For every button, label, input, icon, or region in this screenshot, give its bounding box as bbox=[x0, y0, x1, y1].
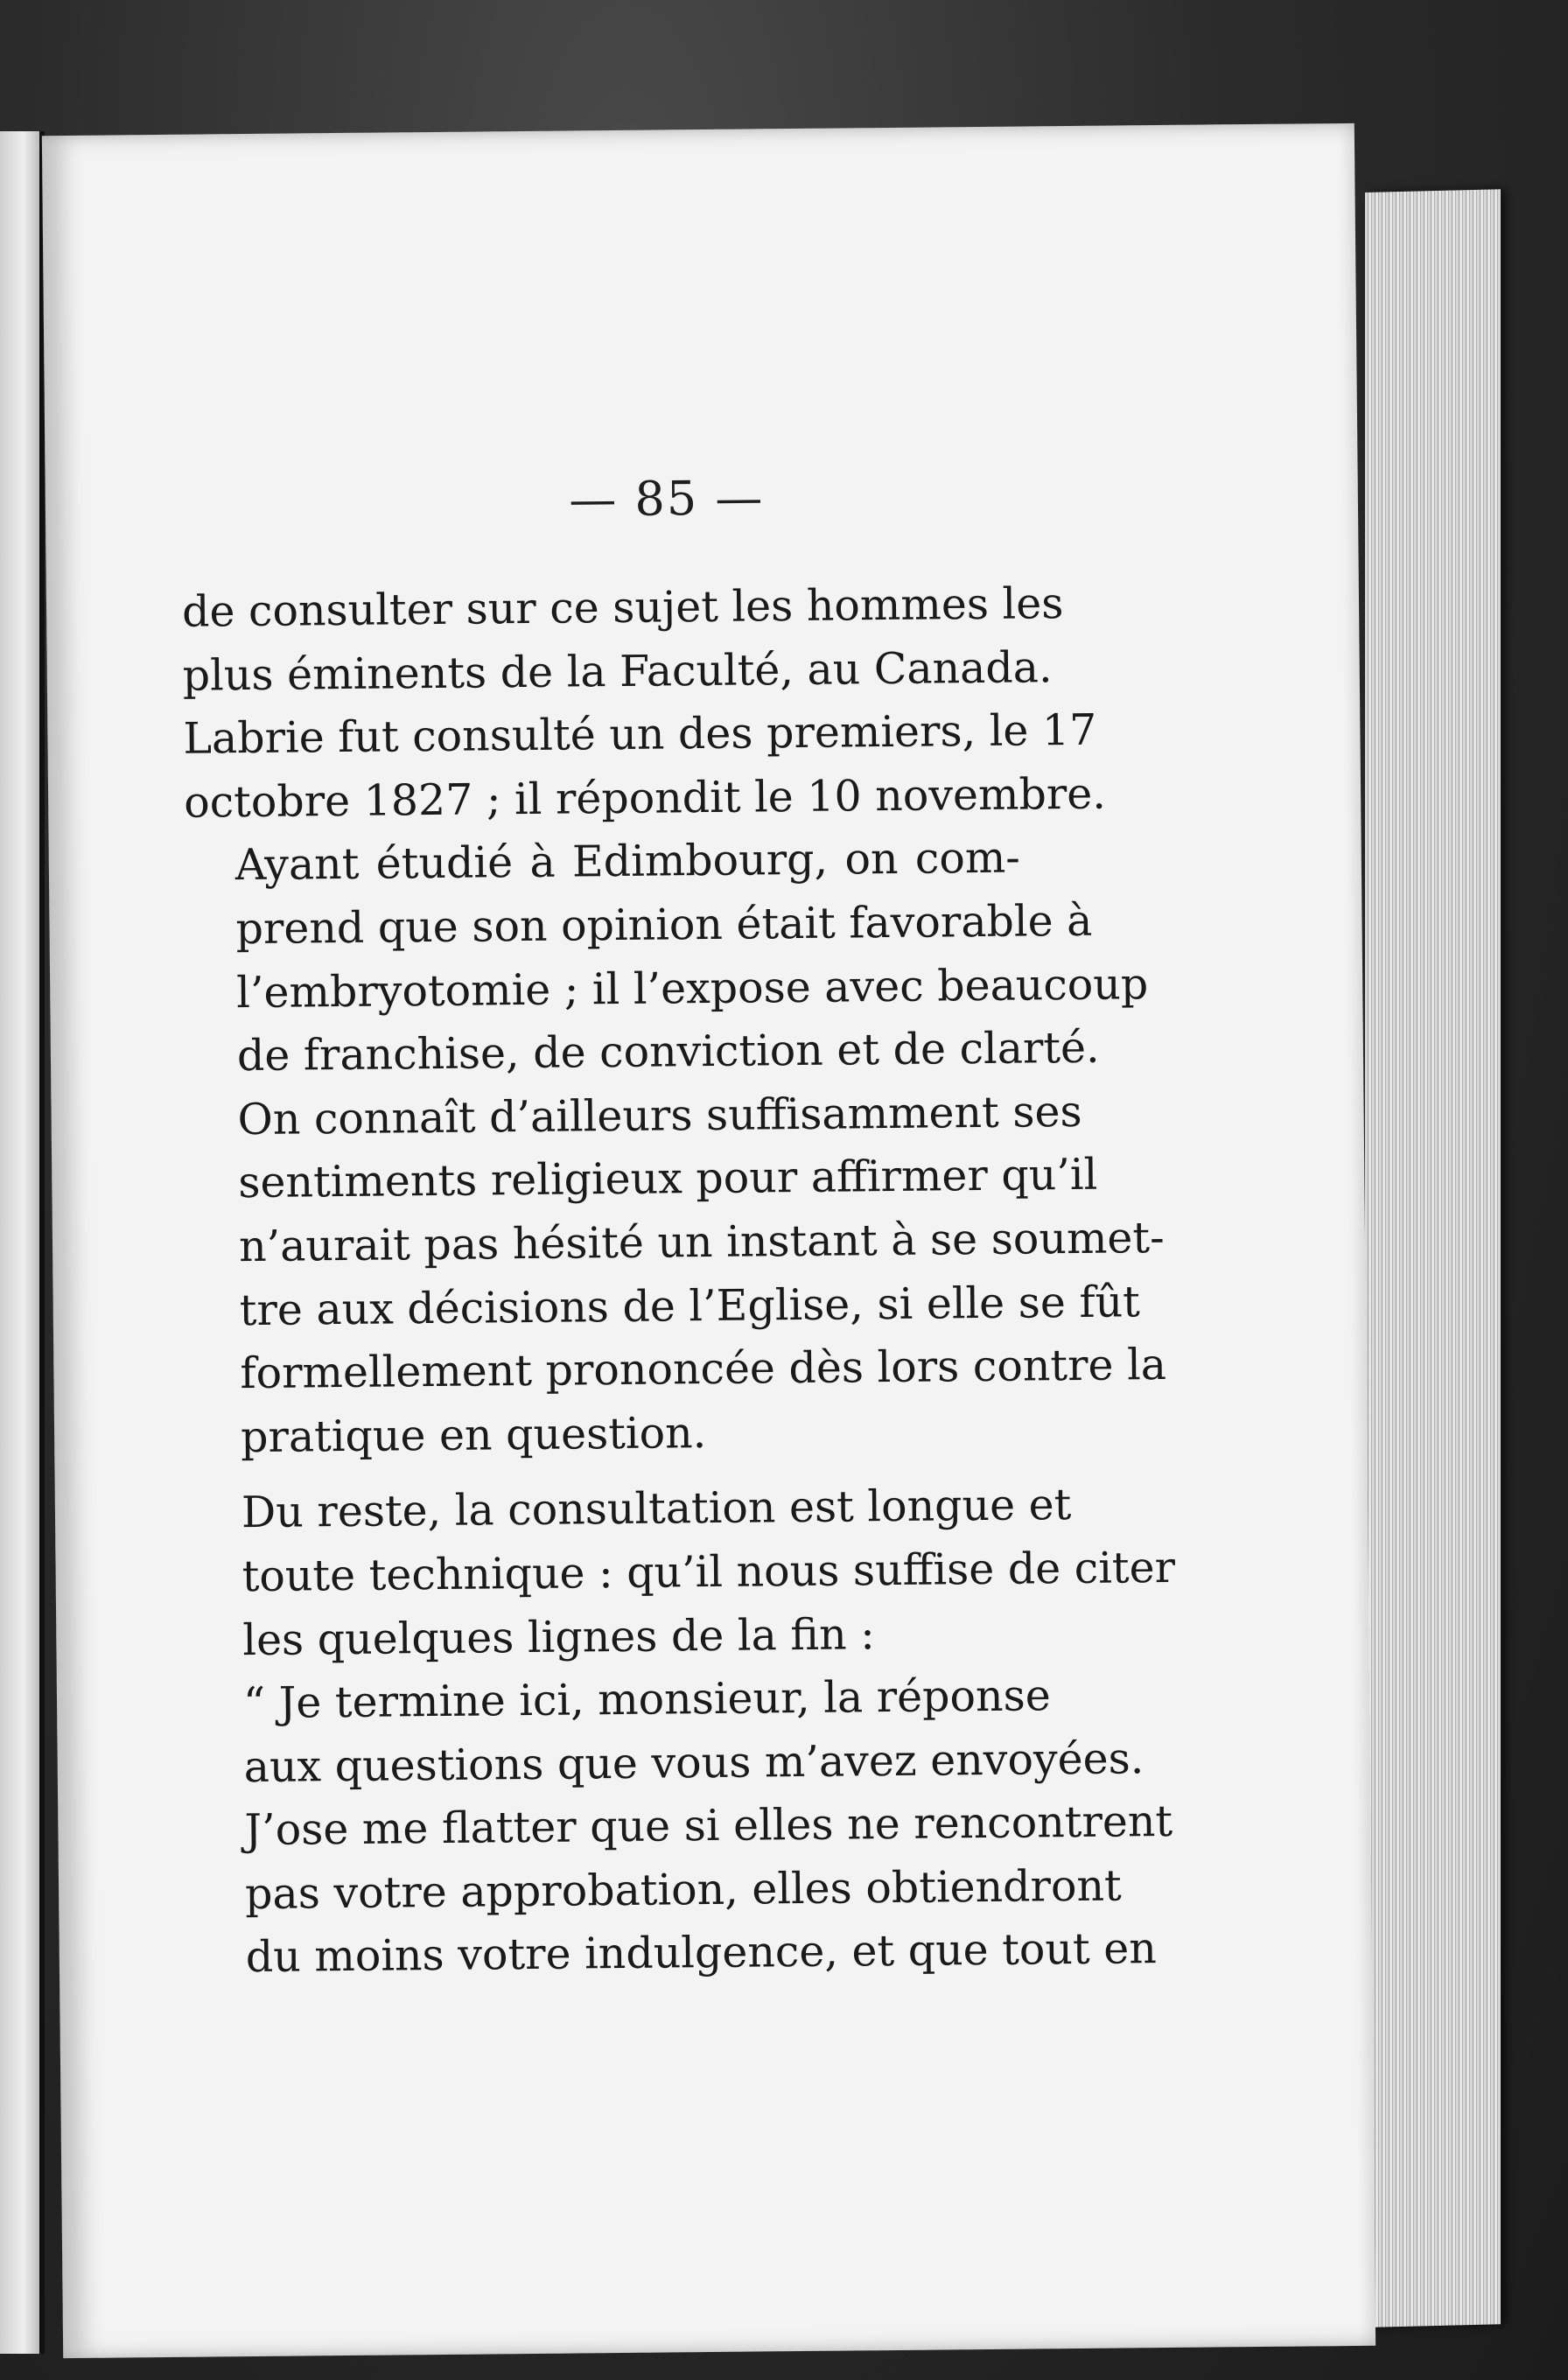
text-line: aux questions que vous m’avez envoyées. bbox=[243, 1732, 1144, 1792]
text-line: octobre 1827 ; il répondit le 10 novembre. bbox=[183, 768, 1107, 828]
text-line: les quelques lignes de la fin : bbox=[242, 1608, 875, 1665]
paragraph-4 bbox=[192, 1665, 1173, 1991]
text-line: Du reste, la consultation est longue et bbox=[241, 1480, 1072, 1538]
book-page bbox=[42, 123, 1376, 2358]
text-line: “ Je termine ici, monsieur, la réponse bbox=[242, 1670, 1051, 1729]
paragraph-3 bbox=[191, 1474, 1176, 1673]
page-stack-edges bbox=[1365, 189, 1501, 2328]
text-line: prend que son opinion était favorable à bbox=[235, 895, 1093, 955]
text-line: pas votre approbation, elles obtiendront bbox=[244, 1860, 1122, 1919]
body-text bbox=[181, 573, 1176, 1991]
text-line: pratique en question. bbox=[240, 1407, 707, 1462]
text-line: de consulter sur ce sujet les hommes les bbox=[181, 578, 1064, 637]
text-line: Labrie fut consulté un des premiers, le 17 bbox=[183, 704, 1097, 764]
text-line: On connaît d’ailleurs suffisamment ses bbox=[237, 1086, 1082, 1144]
text-line: formellement prononcée dès lors contre la bbox=[240, 1340, 1167, 1399]
text-line: tre aux décisions de l’Eglise, si elle se fût bbox=[239, 1276, 1141, 1335]
page-number: — 85 — bbox=[569, 470, 765, 528]
paragraph-2 bbox=[185, 827, 1167, 1470]
text-line: l’embryotomie ; il l’expose avec beaucoup bbox=[235, 958, 1149, 1018]
text-line: toute technique : qu’il nous suffise de citer bbox=[242, 1542, 1176, 1602]
text-line: du moins votre indulgence, et que tout en bbox=[245, 1923, 1158, 1983]
text-line: plus éminents de la Faculté, au Canada. bbox=[182, 641, 1053, 701]
text-line: Ayant étudié à Edimbourg, on com- bbox=[234, 832, 1021, 891]
text-line: J’ose me flatter que si elles ne rencontrent bbox=[244, 1796, 1173, 1856]
text-line: sentiments religieux pour affirmer qu’il bbox=[238, 1150, 1098, 1208]
text-line: de franchise, de conviction et de clarté. bbox=[236, 1022, 1100, 1082]
previous-page-edge bbox=[0, 131, 45, 2354]
text-line: n’aurait pas hésité un instant à se soumet- bbox=[238, 1212, 1165, 1272]
paragraph-1 bbox=[181, 573, 1107, 836]
